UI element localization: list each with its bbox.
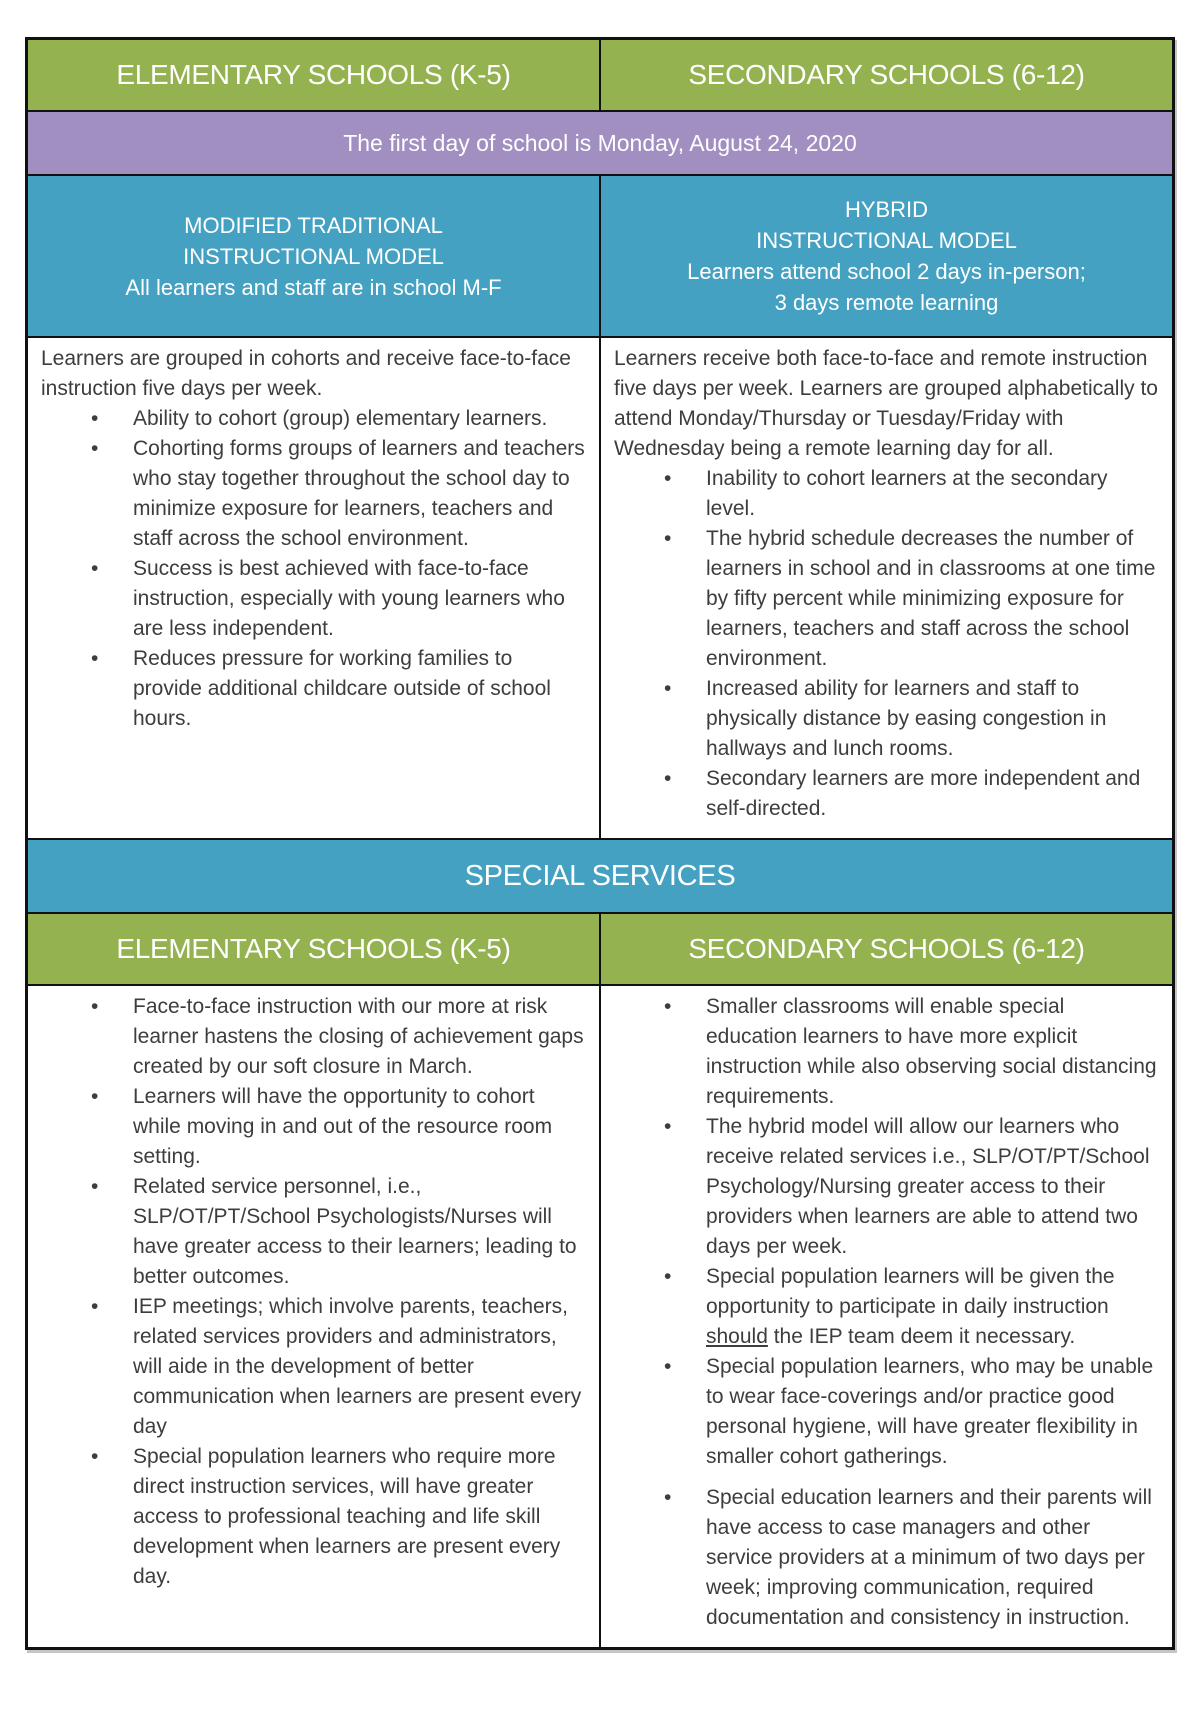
list-item: • Cohorting forms groups of learners and teachers who stay together throughout the school day to minimize exposure for learners, teachers and staff across the school environment.: [91, 434, 587, 554]
list-item: • The hybrid schedule decreases the number of learners in school and in classrooms at one time by fifty percent while minimizing exposure for learners, teachers and staff across the school environment.: [664, 524, 1160, 674]
special-column-header-row: [28, 912, 1172, 984]
bullet-list: [614, 992, 1160, 1633]
model-title-line: MODIFIED TRADITIONAL: [184, 212, 443, 238]
model-description-row: [28, 336, 1172, 838]
bullet-list: [614, 464, 1160, 824]
model-title-row: [28, 174, 1172, 336]
hybrid-description: [599, 338, 1172, 838]
column-header-row: [28, 40, 1172, 110]
school-plan-table: [25, 37, 1175, 1650]
special-services-banner-label: SPECIAL SERVICES: [464, 859, 736, 892]
model-title-line: HYBRID: [844, 197, 929, 222]
list-item: • Secondary learners are more independent and self-directed.: [664, 764, 1160, 824]
special-services-banner-row: [28, 838, 1172, 912]
first-day-banner-label: The first day of school is Monday, August 24, 2020: [343, 129, 857, 156]
list-item-text: Special population learners will be given the opportunity to participate in daily instruction: [706, 1265, 1115, 1318]
model-title-line: INSTRUCTIONAL MODEL: [756, 228, 1017, 253]
first-day-banner-row: [28, 110, 1172, 174]
model-title-line: 3 days remote learning: [774, 290, 999, 315]
underlined-word: should: [706, 1325, 768, 1348]
list-item: • Related service personnel, i.e., SLP/OT/PT/School Psychologists/Nurses will have greater access to their learners; leading to better outcomes.: [91, 1172, 587, 1292]
list-item: • Special education learners and their parents will have access to case managers and other service providers at a minimum of two days per week; improving communication, required documentation and consistency in instruction.: [664, 1483, 1160, 1633]
bullet-list: [41, 992, 587, 1592]
bullet-list: [41, 404, 587, 734]
list-item: • Special population learners who require more direct instruction services, will have greater access to professional teaching and life skill development when learners are present every day.: [91, 1442, 587, 1592]
modified-traditional-model-title: [28, 176, 599, 336]
list-item: • Ability to cohort (group) elementary learners.: [91, 404, 587, 434]
special-services-detail-row: [28, 984, 1172, 1647]
list-item: • Smaller classrooms will enable special education learners to have more explicit instruction while also observing social distancing requirements.: [664, 992, 1160, 1112]
model-intro-text: Learners receive both face-to-face and remote instruction five days per week. Learners are grouped alphabetically to attend Monday/Thursday or Tuesday/Friday with Wednesday being a remote learning day for all.: [614, 347, 1158, 460]
elementary-schools-header-label: ELEMENTARY SCHOOLS (K-5): [116, 933, 511, 964]
elementary-schools-header-label: ELEMENTARY SCHOOLS (K-5): [116, 59, 511, 90]
list-item: • Face-to-face instruction with our more at risk learner hastens the closing of achievement gaps created by our soft closure in March.: [91, 992, 587, 1082]
model-intro-text: Learners are grouped in cohorts and receive face-to-face instruction five days per week.: [41, 347, 571, 400]
elementary-schools-header: [28, 40, 599, 110]
list-item: • Inability to cohort learners at the secondary level.: [664, 464, 1160, 524]
secondary-schools-header-label: SECONDARY SCHOOLS (6-12): [688, 933, 1085, 964]
model-title-line: INSTRUCTIONAL MODEL: [183, 243, 444, 269]
list-item: • IEP meetings; which involve parents, teachers, related services providers and administrators, will aide in the development of better communication when learners are present every day: [91, 1292, 587, 1442]
model-title-line: All learners and staff are in school M-F: [125, 274, 502, 300]
special-services-banner: [28, 840, 1172, 912]
list-item: • Special population learners, who may be unable to wear face-coverings and/or practice good personal hygiene, will have greater flexibility in smaller cohort gatherings.: [664, 1352, 1160, 1472]
list-item: • Increased ability for learners and staff to physically distance by easing congestion in hallways and lunch rooms.: [664, 674, 1160, 764]
list-item: • Success is best achieved with face-to-face instruction, especially with young learners who are less independent.: [91, 554, 587, 644]
list-item: • Reduces pressure for working families to provide additional childcare outside of school hours.: [91, 644, 587, 734]
elementary-schools-header: [28, 914, 599, 984]
secondary-schools-header-label: SECONDARY SCHOOLS (6-12): [688, 59, 1085, 90]
modified-traditional-description: [28, 338, 599, 838]
first-day-banner: [28, 112, 1172, 174]
secondary-schools-header: [599, 914, 1172, 984]
list-item: • Learners will have the opportunity to cohort while moving in and out of the resource room setting.: [91, 1082, 587, 1172]
special-secondary-details: [599, 986, 1172, 1647]
model-title-line: Learners attend school 2 days in-person;: [687, 259, 1086, 284]
list-item-text: the IEP team deem it necessary.: [767, 1325, 1076, 1348]
list-item: • The hybrid model will allow our learners who receive related services i.e., SLP/OT/PT/School Psychology/Nursing greater access to their providers when learners are able to attend two days per week.: [664, 1112, 1160, 1262]
special-elementary-details: [28, 986, 599, 1647]
secondary-schools-header: [599, 40, 1172, 110]
list-item: [664, 1262, 1160, 1352]
hybrid-model-title: [599, 176, 1172, 336]
